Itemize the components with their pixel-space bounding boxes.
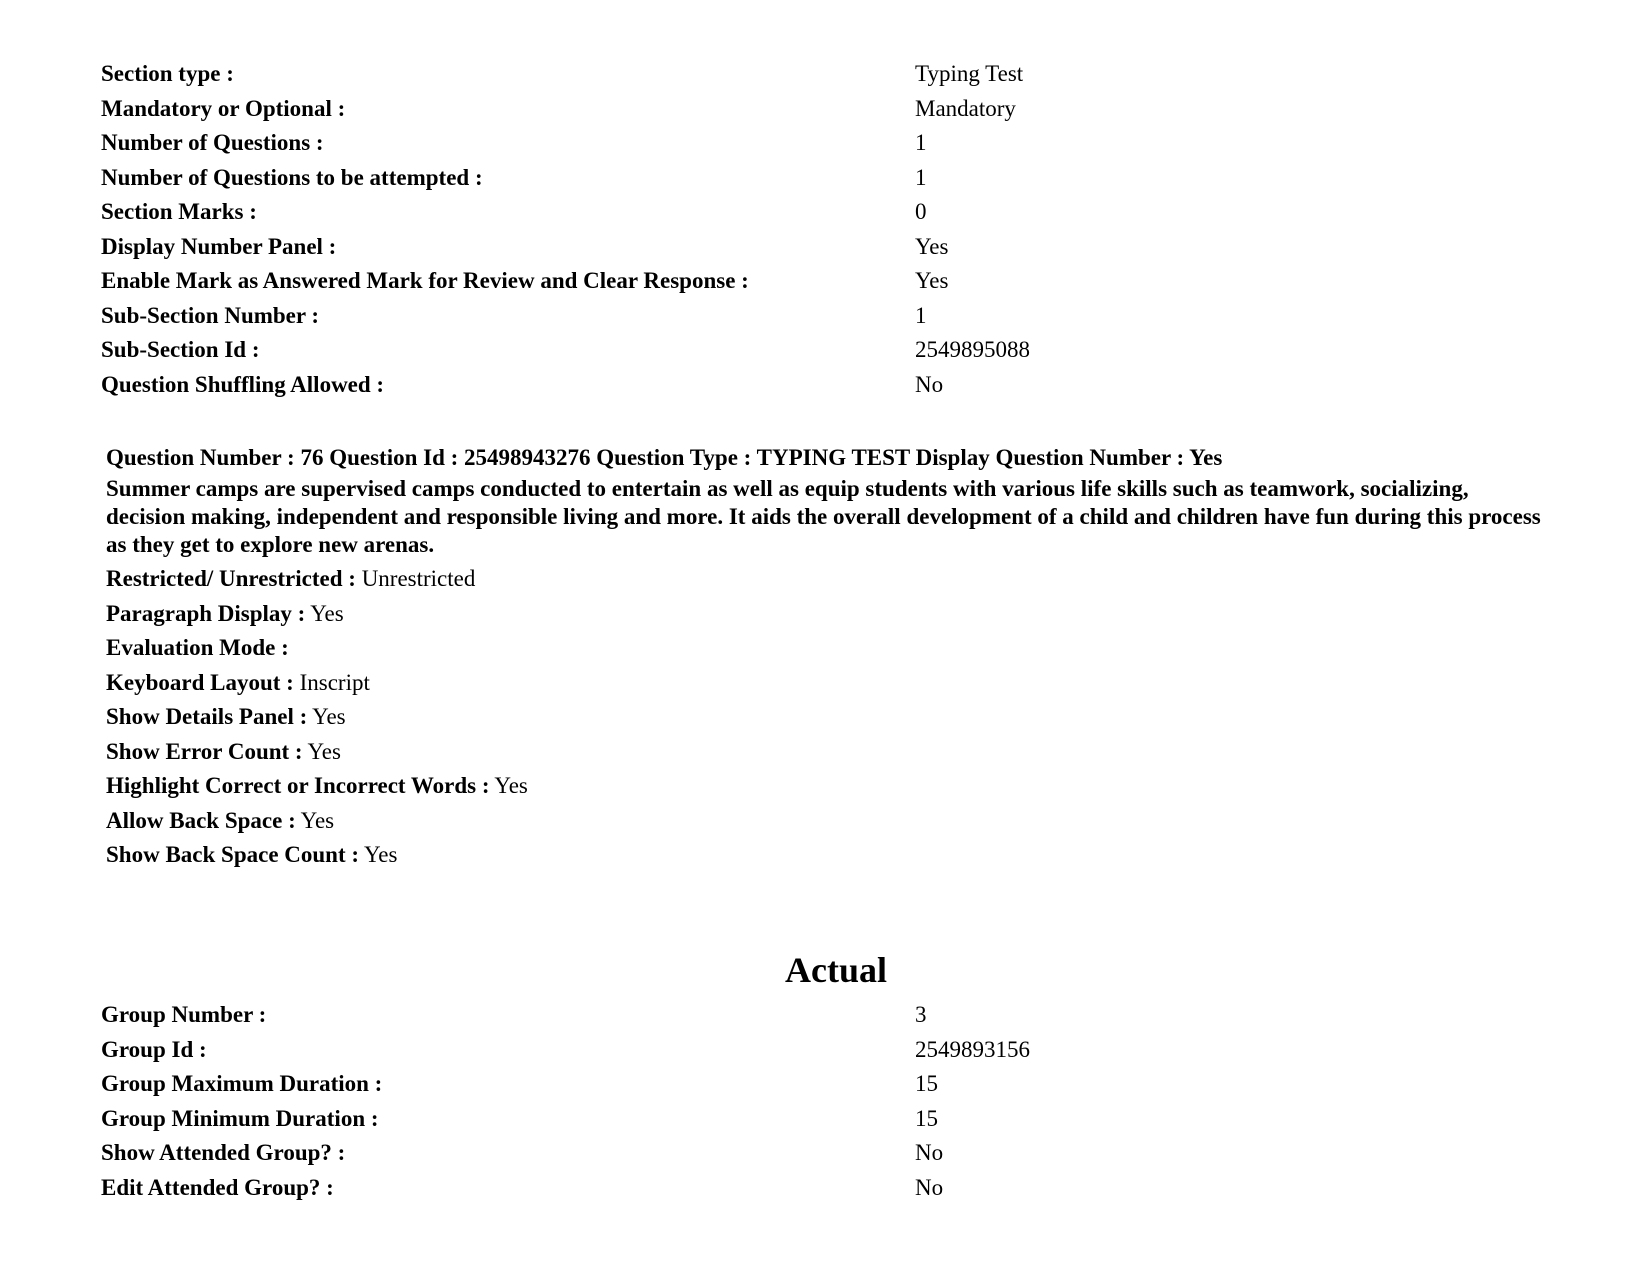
group-info-row: [101, 1067, 1401, 1102]
group-info-table: [101, 998, 1401, 1205]
section-info-row: [101, 264, 1401, 299]
field-value: No: [915, 1174, 944, 1200]
field-label: Display Number Panel :: [101, 233, 337, 259]
field-label: Section type :: [101, 61, 234, 86]
option-value: Yes: [307, 738, 341, 764]
section-info-row: [101, 333, 1401, 368]
field-label: Mandatory or Optional :: [101, 95, 346, 121]
option-value: Yes: [300, 807, 335, 833]
field-label: Group Maximum Duration :: [101, 1071, 383, 1096]
option-label: Show Details Panel :: [106, 704, 308, 729]
section-info-row: [101, 230, 1401, 265]
question-option-row: [106, 666, 1551, 701]
group-info-row: [101, 1102, 1401, 1137]
section-info-row: [101, 299, 1401, 334]
section-info-row: [101, 57, 1401, 92]
field-value: Yes: [915, 268, 949, 293]
group-heading: Actual: [785, 950, 887, 990]
question-text: Summer camps are supervised camps conducted to entertain as well as equip students with various life skills such as teamwork, socializing, decision making, independent and responsible living and more. It aids the overall development of a child and children have fun during this process as they get to explore new arenas.: [106, 476, 1541, 557]
field-label: Group Number :: [101, 1002, 267, 1027]
field-label: Edit Attended Group? :: [101, 1174, 334, 1200]
field-label: Sub-Section Number :: [101, 302, 320, 328]
question-option-row: [106, 735, 1551, 770]
section-info-row: [101, 126, 1401, 161]
question-block: [106, 441, 1551, 873]
option-value: Yes: [494, 773, 528, 798]
question-header: Question Number : 76 Question Id : 25498943276 Question Type : TYPING TEST Display Question Number : Yes: [106, 445, 1223, 470]
section-info-row: [101, 161, 1401, 196]
field-label: Section Marks :: [101, 199, 257, 224]
option-label: Paragraph Display :: [106, 600, 306, 626]
section-info-table: [101, 57, 1401, 402]
field-value: 15: [915, 1105, 938, 1131]
field-value: Mandatory: [915, 95, 1016, 121]
question-option-row: [106, 804, 1551, 839]
option-label: Evaluation Mode :: [106, 635, 289, 660]
option-label: Highlight Correct or Incorrect Words :: [106, 773, 490, 798]
section-info-row: [101, 368, 1401, 403]
field-label: Group Id :: [101, 1036, 207, 1062]
option-label: Restricted/ Unrestricted :: [106, 566, 356, 591]
field-value: 2549893156: [915, 1036, 1030, 1062]
option-label: Allow Back Space :: [106, 807, 296, 833]
field-value: 2549895088: [915, 337, 1030, 362]
field-value: 1: [915, 130, 927, 155]
question-option-row: [106, 631, 1551, 666]
option-value: Yes: [312, 704, 346, 729]
field-value: No: [915, 371, 944, 397]
question-option-row: [106, 597, 1551, 632]
field-value: 0: [915, 199, 927, 224]
field-label: Number of Questions :: [101, 130, 324, 155]
option-value: Unrestricted: [361, 566, 476, 591]
option-value: Inscript: [299, 669, 370, 695]
field-value: Yes: [915, 233, 949, 259]
option-label: Keyboard Layout :: [106, 669, 294, 695]
section-info-row: [101, 92, 1401, 127]
field-value: 1: [915, 164, 927, 190]
group-info-row: [101, 1171, 1401, 1206]
field-value: Typing Test: [915, 61, 1024, 86]
field-value: No: [915, 1140, 944, 1165]
option-value: Yes: [363, 842, 398, 867]
option-value: Yes: [310, 600, 344, 626]
question-option-row: [106, 838, 1551, 873]
option-label: Show Back Space Count :: [106, 842, 360, 867]
field-label: Question Shuffling Allowed :: [101, 371, 385, 397]
field-value: 15: [915, 1071, 938, 1096]
field-label: Group Minimum Duration :: [101, 1105, 379, 1131]
field-label: Show Attended Group? :: [101, 1140, 346, 1165]
group-info-row: [101, 1136, 1401, 1171]
field-label: Enable Mark as Answered Mark for Review and Clear Response :: [101, 268, 749, 293]
field-value: 1: [915, 302, 927, 328]
group-info-row: [101, 1033, 1401, 1068]
field-label: Number of Questions to be attempted :: [101, 164, 483, 190]
question-option-row: [106, 769, 1551, 804]
question-option-row: [106, 700, 1551, 735]
group-info-row: [101, 998, 1401, 1033]
section-info-row: [101, 195, 1401, 230]
field-label: Sub-Section Id :: [101, 337, 260, 362]
question-option-row: [106, 562, 1551, 597]
option-label: Show Error Count :: [106, 738, 303, 764]
field-value: 3: [915, 1002, 927, 1027]
